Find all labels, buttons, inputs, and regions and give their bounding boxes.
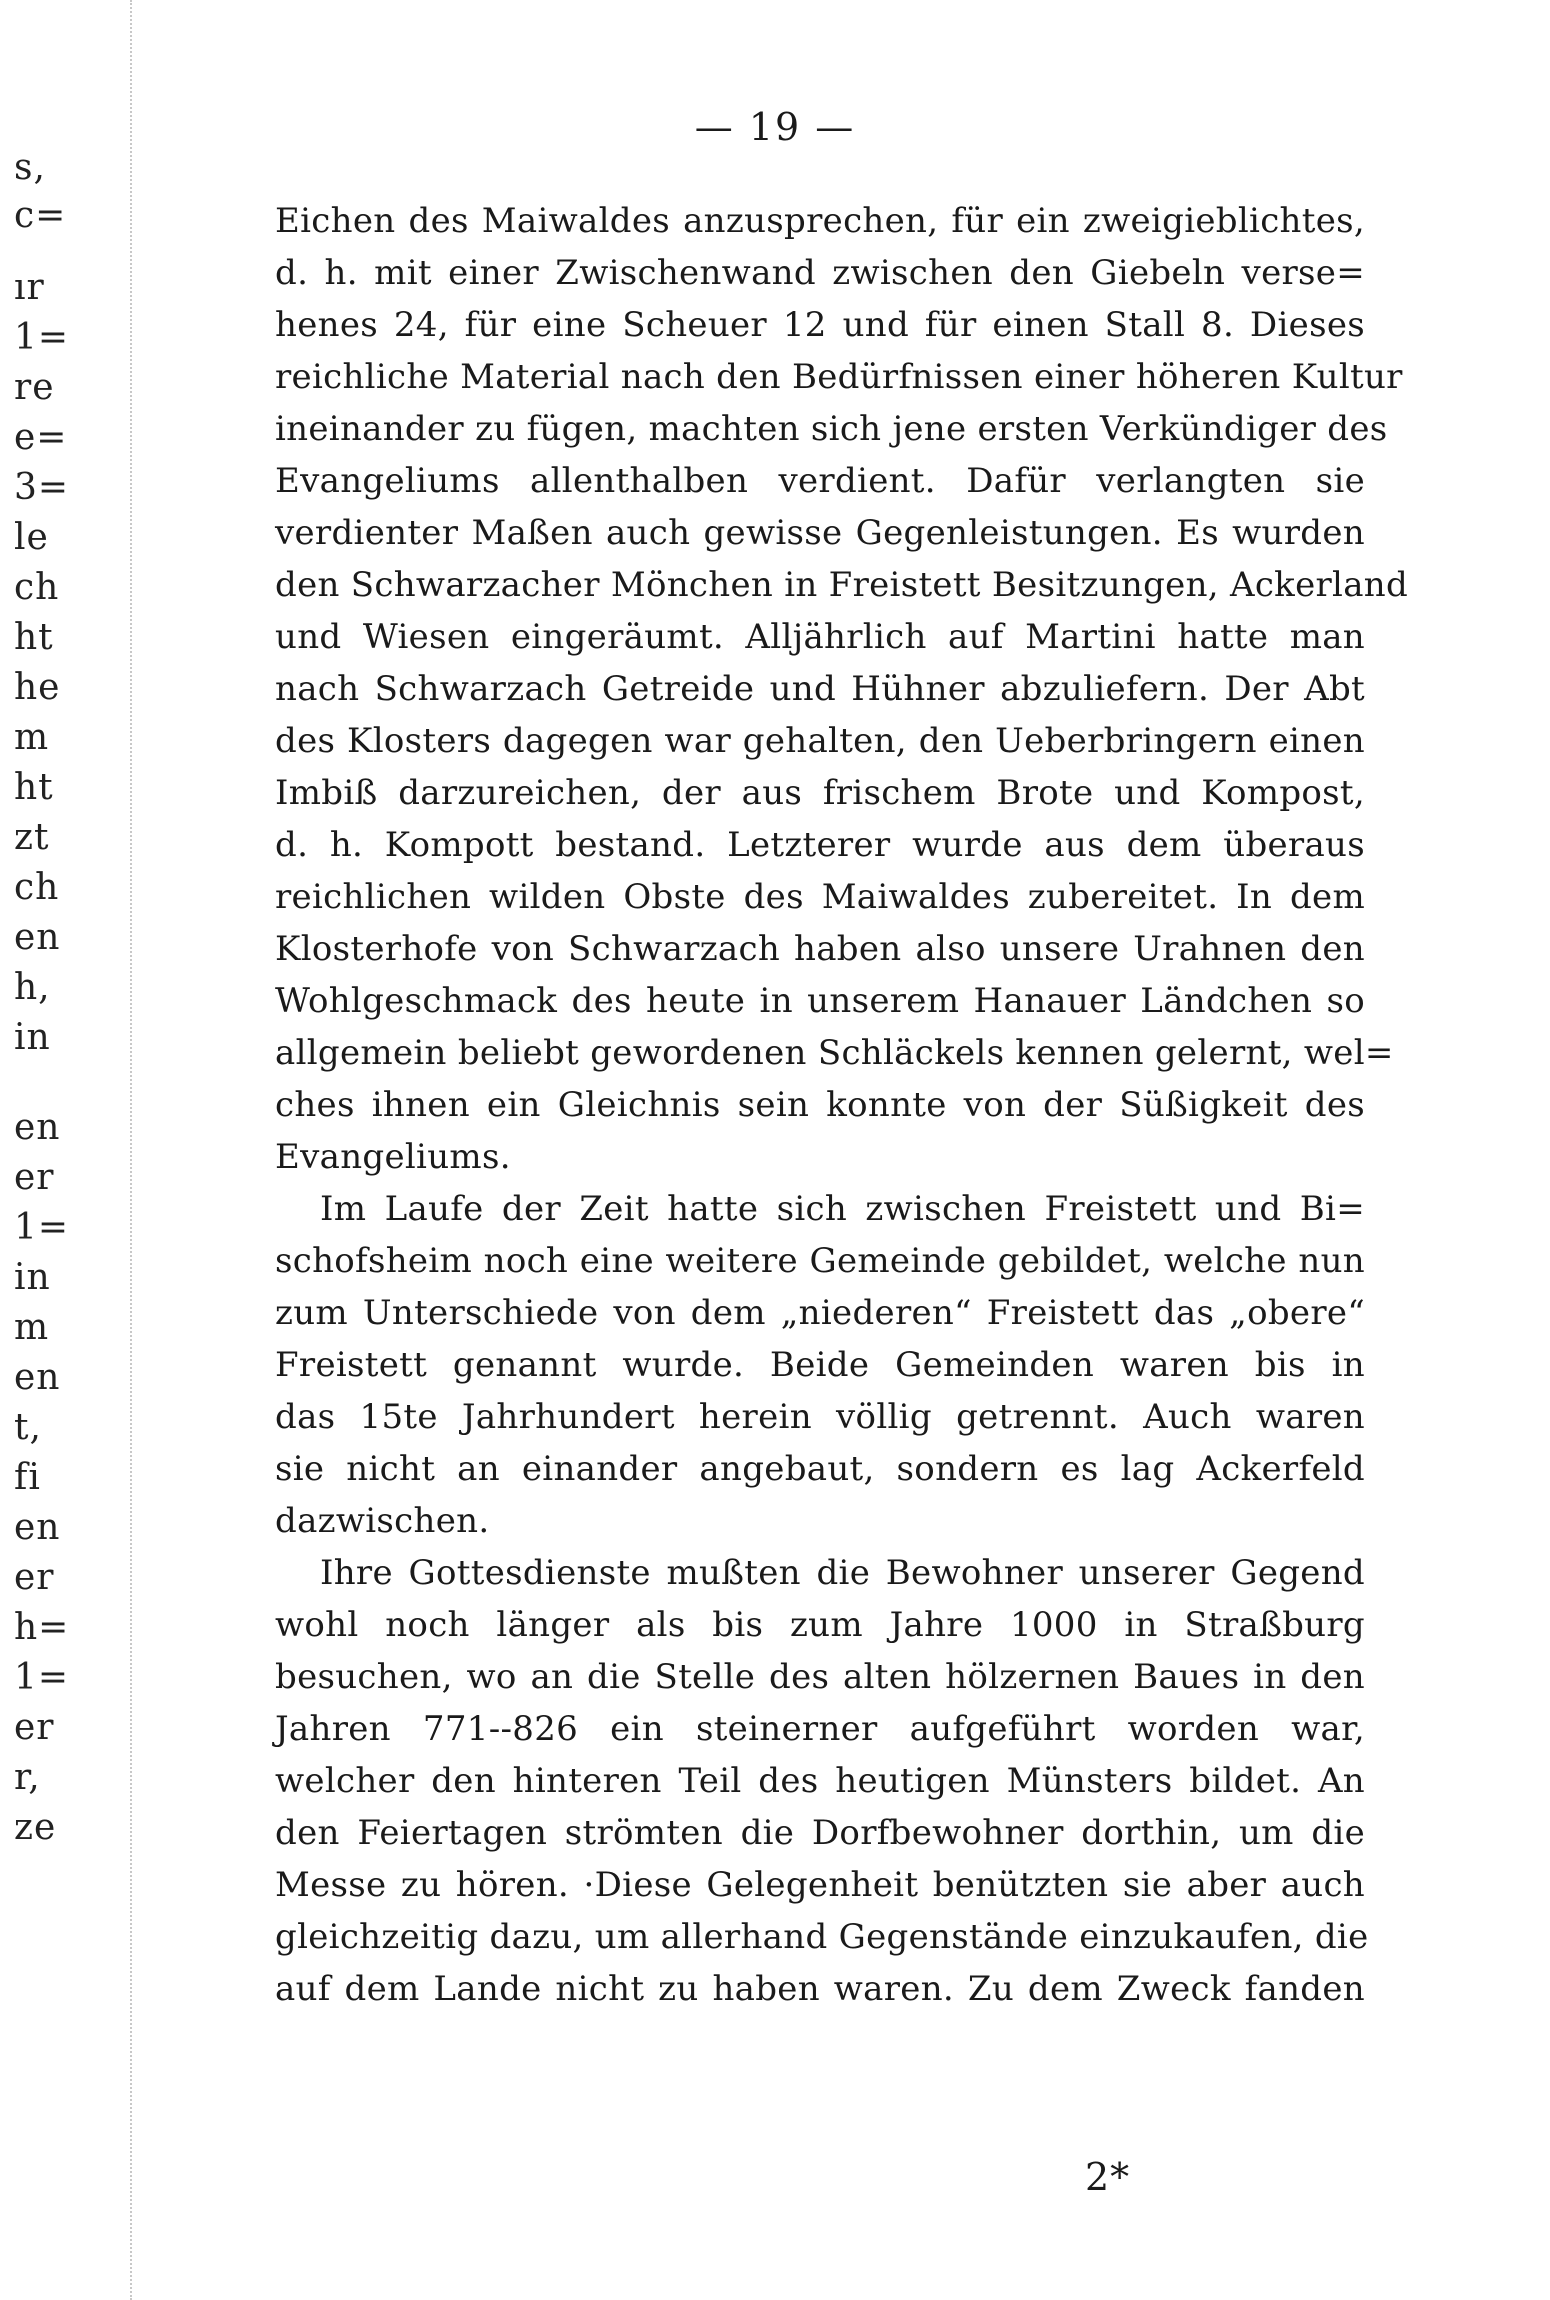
text-line: sie nicht an einander angebaut, sondern es lag Ackerfeld <box>275 1449 1365 1489</box>
text-line: ches ihnen ein Gleichnis sein konnte von der Süßigkeit des <box>275 1085 1365 1125</box>
text-line: und Wiesen eingeräumt. Alljährlich auf Martini hatte man <box>275 617 1365 657</box>
text-line: des Klosters dagegen war gehalten, den Ueberbringern einen <box>275 721 1365 761</box>
text-line: den Feiertagen strömten die Dorfbewohner dorthin, um die <box>275 1813 1365 1853</box>
gutter-fragment: e= <box>14 417 68 458</box>
text-line: nach Schwarzach Getreide und Hühner abzuliefern. Der Abt <box>275 669 1365 709</box>
gutter-fragment: m <box>14 717 50 758</box>
gutter-fragment: 1= <box>14 1657 70 1698</box>
adjacent-page-fragments <box>0 0 120 2300</box>
gutter-fragment: re <box>14 367 55 408</box>
text-line: Messe zu hören. ·Diese Gelegenheit benützten sie aber auch <box>275 1865 1365 1905</box>
text-line: henes 24, für eine Scheuer 12 und für einen Stall 8. Dieses <box>275 305 1365 345</box>
text-line: Imbiß darzureichen, der aus frischem Brote und Kompost, <box>275 773 1365 813</box>
gutter-fragment: s, <box>14 147 46 188</box>
gutter-fragment: c= <box>14 195 67 236</box>
gutter-fragment: ch <box>14 567 60 608</box>
gutter-fragment: er <box>14 1557 55 1598</box>
gutter-fragment: t, <box>14 1407 42 1448</box>
gutter-fragment: le <box>14 517 49 558</box>
gutter-fragment: zt <box>14 817 50 858</box>
text-line: auf dem Lande nicht zu haben waren. Zu dem Zweck fanden <box>275 1969 1365 2009</box>
page-number: — 19 — <box>694 105 856 149</box>
gutter-fragment: 1= <box>14 1207 70 1248</box>
text-line: Eichen des Maiwaldes anzusprechen, für ein zweigieblichtes, <box>275 201 1365 241</box>
gutter-fragment: he <box>14 667 61 708</box>
gutter-fragment: ze <box>14 1807 57 1848</box>
text-line: gleichzeitig dazu, um allerhand Gegenstände einzukaufen, die <box>275 1917 1369 1957</box>
text-line: Wohlgeschmack des heute in unserem Hanauer Ländchen so <box>275 981 1365 1021</box>
text-line: Evangeliums allenthalben verdient. Dafür verlangten sie <box>275 461 1365 501</box>
gutter-fragment: r, <box>14 1757 41 1798</box>
text-line: Im Laufe der Zeit hatte sich zwischen Freistett und Bi= <box>320 1189 1365 1229</box>
gutter-fragment: ht <box>14 617 54 658</box>
gutter-fragment: ch <box>14 867 60 908</box>
text-line: den Schwarzacher Mönchen in Freistett Besitzungen, Ackerland <box>275 565 1409 605</box>
text-line: ineinander zu fügen, machten sich jene ersten Verkündiger des <box>275 409 1388 449</box>
signature-mark: 2* <box>1085 2155 1131 2199</box>
text-line: reichliche Material nach den Bedürfnissen einer höheren Kultur <box>275 357 1403 397</box>
gutter-fragment: h= <box>14 1607 70 1648</box>
gutter-fragment: in <box>14 1017 51 1058</box>
text-line: welcher den hinteren Teil des heutigen Münsters bildet. An <box>275 1761 1365 1801</box>
gutter-fragment: 1= <box>14 317 70 358</box>
gutter-fragment: er <box>14 1707 55 1748</box>
text-line: reichlichen wilden Obste des Maiwaldes zubereitet. In dem <box>275 877 1365 917</box>
text-line: Klosterhofe von Schwarzach haben also unsere Urahnen den <box>275 929 1365 969</box>
gutter-fragment: en <box>14 917 61 958</box>
gutter-fragment: 3= <box>14 467 70 508</box>
gutter-fragment: h, <box>14 967 51 1008</box>
text-line: Freistett genannt wurde. Beide Gemeinden waren bis in <box>275 1345 1365 1385</box>
gutter-fragment: m <box>14 1307 50 1348</box>
text-line: das 15te Jahrhundert herein völlig getrennt. Auch waren <box>275 1397 1365 1437</box>
text-line: dazwischen. <box>275 1501 490 1541</box>
page-gutter-line <box>130 0 132 2300</box>
text-line: verdienter Maßen auch gewisse Gegenleistungen. Es wurden <box>275 513 1365 553</box>
text-line: zum Unterschiede von dem „niederen“ Freistett das „obere“ <box>275 1293 1365 1333</box>
gutter-fragment: en <box>14 1507 61 1548</box>
text-line: Ihre Gottesdienste mußten die Bewohner unserer Gegend <box>320 1553 1365 1593</box>
gutter-fragment: en <box>14 1357 61 1398</box>
text-line: Evangeliums. <box>275 1137 511 1177</box>
text-line: d. h. Kompott bestand. Letzterer wurde aus dem überaus <box>275 825 1365 865</box>
text-line: allgemein beliebt gewordenen Schläckels kennen gelernt, wel= <box>275 1033 1394 1073</box>
text-line: schofsheim noch eine weitere Gemeinde gebildet, welche nun <box>275 1241 1365 1281</box>
text-line: wohl noch länger als bis zum Jahre 1000 in Straßburg <box>275 1605 1365 1645</box>
gutter-fragment: ht <box>14 767 54 808</box>
gutter-fragment: fi <box>14 1457 41 1498</box>
text-line: Jahren 771--826 ein steinerner aufgeführt worden war, <box>275 1709 1365 1749</box>
text-line: d. h. mit einer Zwischenwand zwischen den Giebeln verse= <box>275 253 1365 293</box>
body-text <box>275 195 1409 2015</box>
gutter-fragment: ır <box>14 267 45 308</box>
gutter-fragment: er <box>14 1157 55 1198</box>
text-line: besuchen, wo an die Stelle des alten hölzernen Baues in den <box>275 1657 1365 1697</box>
gutter-fragment: in <box>14 1257 51 1298</box>
gutter-fragment: en <box>14 1107 61 1148</box>
